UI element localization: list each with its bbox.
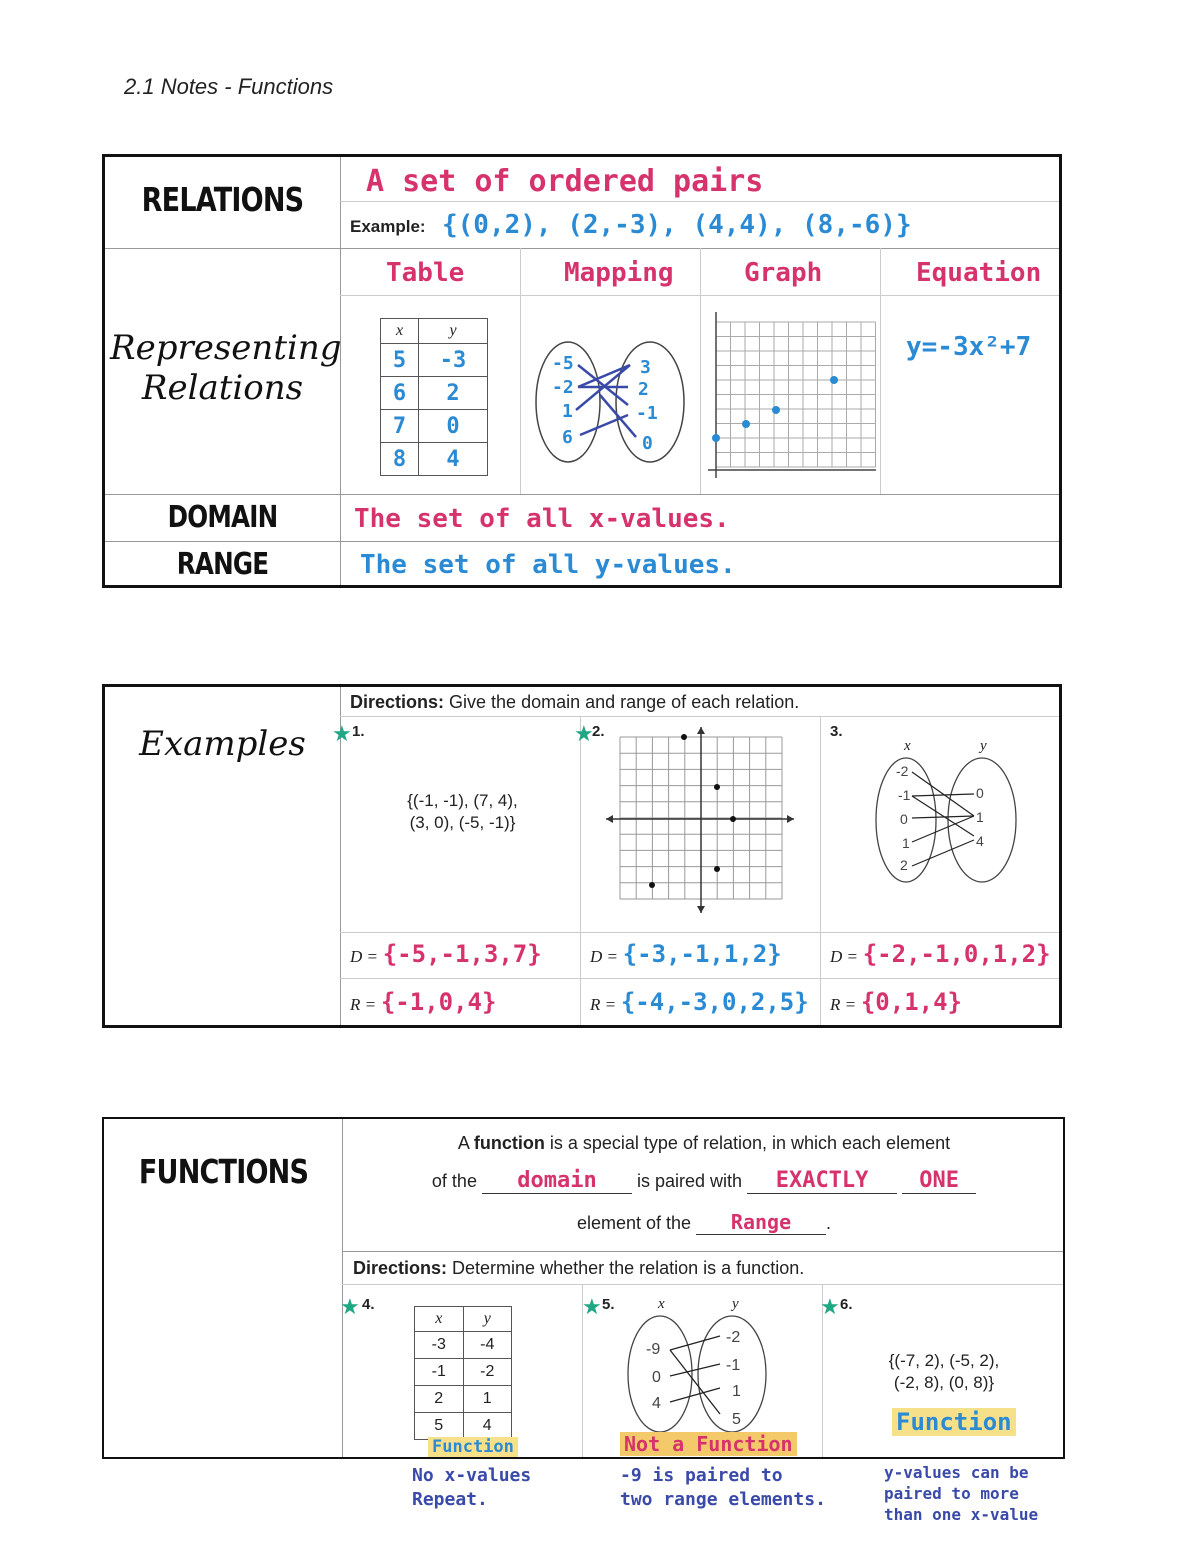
map-right: 4 <box>976 833 984 849</box>
map-left: -9 <box>646 1341 661 1358</box>
example-6-line2: (-2, 8), (0, 8)} <box>893 1373 995 1392</box>
directions-text: Give the domain and range of each relation. <box>444 692 800 712</box>
graph-point <box>714 784 720 790</box>
range-label: RANGE <box>176 547 269 582</box>
representing-relations-text: Representing Relations <box>110 328 342 408</box>
map-x-label: x <box>658 1296 665 1312</box>
map-left: 0 <box>652 1369 661 1386</box>
map-right: -2 <box>726 1329 741 1346</box>
r1-value: {-1,0,4} <box>380 988 497 1016</box>
col-equation: Equation <box>916 258 1042 288</box>
example-2-graph <box>606 727 796 915</box>
note-line: than one x-value <box>884 1505 1039 1524</box>
example-6-answer <box>892 1408 1016 1436</box>
star-icon: ★ <box>820 1294 840 1319</box>
example-1-line2: (3, 0), (-5, -1)} <box>409 813 516 832</box>
d-row-1 <box>350 940 542 968</box>
table-cell: 4 <box>463 1413 512 1440</box>
example-3-mapping <box>866 736 1026 886</box>
map-left: -2 <box>896 763 909 779</box>
r-label: R = <box>590 995 617 1014</box>
blank-exactly-text: EXACTLY <box>775 1168 869 1193</box>
map-y-label: y <box>732 1296 739 1312</box>
table-cell: -2 <box>463 1359 512 1386</box>
relations-header: RELATIONS <box>141 180 304 219</box>
map-right: 1 <box>976 809 984 825</box>
directions-bold: Directions: <box>353 1258 448 1278</box>
table-head-y: y <box>419 319 488 344</box>
table-cell: 6 <box>381 377 419 410</box>
relations-definition: A set of ordered pairs <box>366 164 764 199</box>
d1-value: {-5,-1,3,7} <box>382 940 542 968</box>
representing-relations-label <box>110 328 342 408</box>
examples-label: Examples <box>139 724 306 764</box>
map-left: 6 <box>562 427 573 448</box>
map-y-label: y <box>980 738 987 754</box>
note-line: -9 is paired to <box>620 1465 783 1486</box>
star-icon: ★ <box>574 721 594 746</box>
range-definition: The set of all y-values. <box>360 550 736 580</box>
map-left: 1 <box>902 835 910 851</box>
graph-point <box>742 420 750 428</box>
period: . <box>826 1213 832 1233</box>
example-4-table <box>414 1306 512 1440</box>
blank-range-text: Range <box>730 1210 792 1234</box>
table-cell: 5 <box>415 1413 464 1440</box>
d-row-2 <box>590 940 782 968</box>
note-line: Repeat. <box>412 1489 488 1510</box>
example-1-line1: {(-1, -1), (7, 4), <box>407 791 518 810</box>
map-left: 0 <box>900 811 908 827</box>
table-head-y: y <box>463 1307 512 1332</box>
example-5-mapping <box>620 1292 780 1440</box>
d2-value: {-3,-1,1,2} <box>622 940 782 968</box>
r2-value: {-4,-3,0,2,5} <box>620 988 809 1016</box>
example-2-number: 2. <box>592 723 605 740</box>
table-cell: 4 <box>419 443 488 476</box>
graph-point <box>649 882 655 888</box>
col-table: Table <box>386 258 465 288</box>
blank-domain[interactable] <box>482 1168 632 1194</box>
example-1-number: 1. <box>352 723 365 740</box>
d-label: D = <box>830 947 858 966</box>
graph-point <box>772 406 780 414</box>
def-bold: function <box>473 1133 545 1153</box>
map-left: 1 <box>562 401 573 422</box>
star-icon: ★ <box>332 721 352 746</box>
graph-point <box>714 866 720 872</box>
r-label: R = <box>830 995 857 1014</box>
map-right: 0 <box>642 433 653 454</box>
table-cell: 2 <box>415 1386 464 1413</box>
star-icon: ★ <box>340 1294 360 1319</box>
example-label: Example: <box>350 217 426 236</box>
r3-value: {0,1,4} <box>860 988 962 1016</box>
def-a: A <box>457 1133 474 1153</box>
function-definition-line1 <box>344 1133 1064 1154</box>
col-mapping: Mapping <box>564 258 674 288</box>
note-line: y-values can be <box>884 1463 1029 1482</box>
answer-text: Not a Function <box>620 1432 797 1456</box>
r-label: R = <box>350 995 377 1014</box>
table-head-x: x <box>415 1307 464 1332</box>
examples-directions <box>350 692 799 713</box>
r-row-2 <box>590 988 809 1016</box>
function-definition-line2 <box>344 1168 1064 1194</box>
table-cell: -3 <box>415 1332 464 1359</box>
r-row-1 <box>350 988 496 1016</box>
map-left: 4 <box>652 1395 661 1412</box>
d-label: D = <box>590 947 618 966</box>
example-6-set <box>826 1350 1062 1394</box>
table-head-x: x <box>381 319 419 344</box>
table-cell: 2 <box>419 377 488 410</box>
table-cell: 8 <box>381 443 419 476</box>
example-1-set <box>345 790 580 834</box>
table-cell: 1 <box>463 1386 512 1413</box>
table-cell: 5 <box>381 344 419 377</box>
map-right: 0 <box>976 785 984 801</box>
example-4-number: 4. <box>362 1296 375 1313</box>
map-left: 2 <box>900 857 908 873</box>
col-graph: Graph <box>744 258 823 288</box>
blank-domain-text: domain <box>517 1168 597 1193</box>
directions-bold: Directions: <box>350 692 445 712</box>
star-icon: ★ <box>582 1294 602 1319</box>
example-6-note <box>884 1462 1038 1525</box>
note-line: two range elements. <box>620 1489 826 1510</box>
of-the: of the <box>431 1171 477 1191</box>
map-left: -5 <box>552 353 574 374</box>
map-x-label: x <box>904 738 911 754</box>
example-6-number: 6. <box>840 1296 853 1313</box>
functions-directions <box>353 1258 804 1279</box>
table-cell: 7 <box>381 410 419 443</box>
paired-with: is paired with <box>637 1171 743 1191</box>
map-right: 3 <box>640 357 651 378</box>
table-cell: -3 <box>419 344 488 377</box>
def-rest: is a special type of relation, in which each element <box>544 1133 951 1153</box>
note-line: No x-values <box>412 1465 532 1486</box>
blank-range[interactable] <box>696 1210 826 1235</box>
function-definition-line3 <box>344 1210 1064 1235</box>
answer-text: Function <box>892 1408 1016 1436</box>
element-of: element of the <box>576 1213 692 1233</box>
directions-text: Determine whether the relation is a function. <box>447 1258 805 1278</box>
page-title: 2.1 Notes - Functions <box>124 74 334 99</box>
d-row-3 <box>830 940 1051 968</box>
example-5-note <box>620 1464 826 1512</box>
map-right: 2 <box>638 379 649 400</box>
table-cell: -1 <box>415 1359 464 1386</box>
blank-one-text: ONE <box>919 1168 959 1193</box>
blank-one[interactable] <box>902 1168 976 1194</box>
map-left: -2 <box>552 377 574 398</box>
r-row-3 <box>830 988 962 1016</box>
answer-text: Function <box>428 1437 518 1457</box>
example-4-answer <box>428 1437 518 1457</box>
note-line: paired to more <box>884 1484 1019 1503</box>
map-right: -1 <box>636 403 658 424</box>
relations-graph <box>708 312 878 480</box>
domain-label: DOMAIN <box>167 500 278 535</box>
example-4-note <box>412 1464 531 1512</box>
table-cell: -4 <box>463 1332 512 1359</box>
map-left: -1 <box>898 787 911 803</box>
map-right: 5 <box>732 1411 741 1428</box>
example-5-number: 5. <box>602 1296 615 1313</box>
map-right: -1 <box>726 1357 741 1374</box>
graph-point <box>830 376 838 384</box>
example-3-number: 3. <box>830 723 843 740</box>
graph-point <box>730 816 736 822</box>
map-right: 1 <box>732 1383 741 1400</box>
graph-point <box>712 434 720 442</box>
example-value: {(0,2), (2,-3), (4,4), (8,-6)} <box>442 210 912 240</box>
domain-definition: The set of all x-values. <box>354 504 730 534</box>
graph-point <box>681 734 687 740</box>
functions-header: FUNCTIONS <box>138 1152 309 1191</box>
equation-value: y=-3x²+7 <box>906 332 1032 362</box>
table-cell: 0 <box>419 410 488 443</box>
relations-mapping-diagram <box>530 335 695 475</box>
example-5-answer <box>620 1432 797 1456</box>
blank-exactly[interactable] <box>747 1168 897 1194</box>
relations-xy-table <box>380 318 488 476</box>
d-label: D = <box>350 947 378 966</box>
d3-value: {-2,-1,0,1,2} <box>862 940 1051 968</box>
example-6-line1: {(-7, 2), (-5, 2), <box>888 1351 1000 1370</box>
